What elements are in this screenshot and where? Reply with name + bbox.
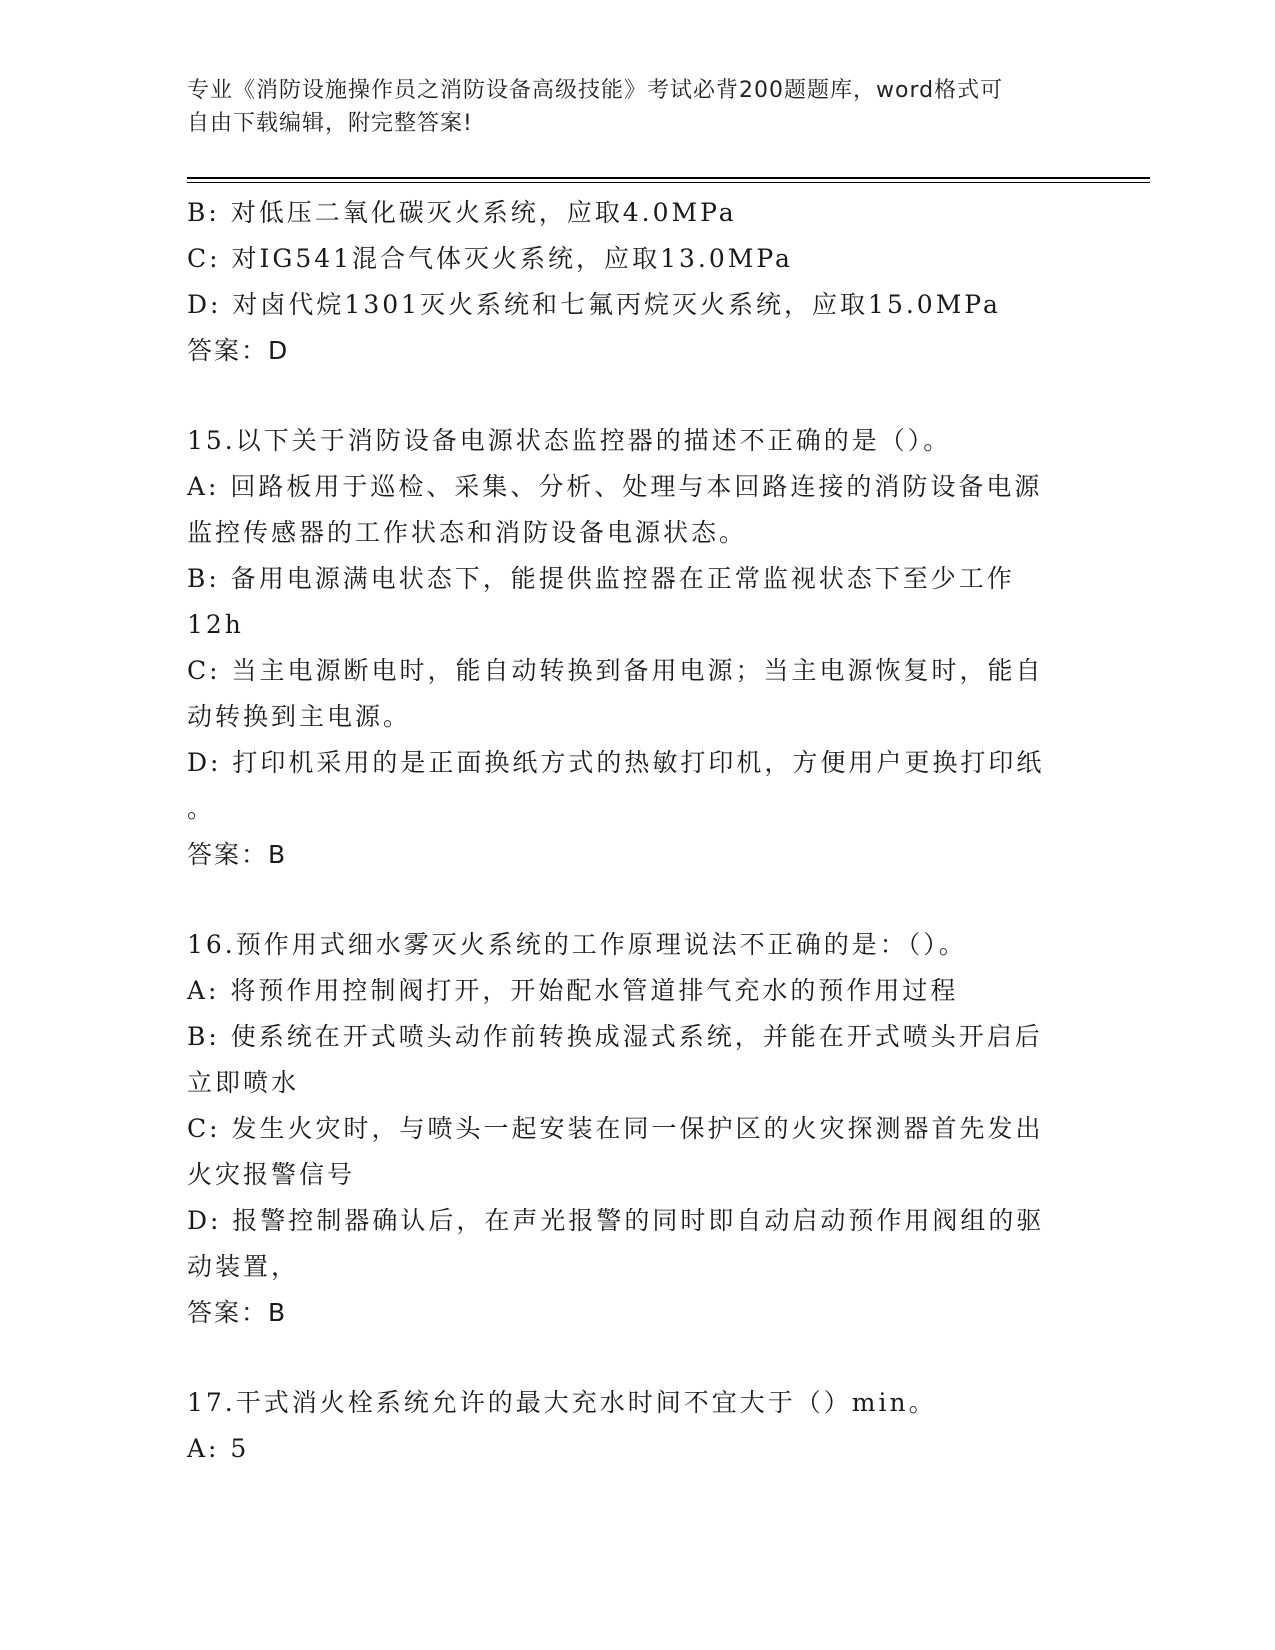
option-line: 立即喷水 <box>187 1068 300 1097</box>
option-line: A: 回路板用于巡检、采集、分析、处理与本回路连接的消防设备电源 <box>187 472 1043 501</box>
option-line: A: 将预作用控制阀打开，开始配水管道排气充水的预作用过程 <box>187 976 959 1005</box>
answer-label: 答案：B <box>187 1298 288 1327</box>
question-14-tail <box>187 190 1087 374</box>
question-content <box>187 190 1087 1472</box>
document-header <box>187 74 1087 140</box>
header-line-2: 自由下载编辑，附完整答案! <box>187 111 473 136</box>
question-17 <box>187 1380 1087 1472</box>
option-line: D: 打印机采用的是正面换纸方式的热敏打印机，方便用户更换打印纸 <box>187 748 1045 777</box>
question-text: 15.以下关于消防设备电源状态监控器的描述不正确的是（）。 <box>187 426 952 455</box>
answer-label: 答案：D <box>187 336 290 365</box>
option-line: B: 使系统在开式喷头动作前转换成湿式系统，并能在开式喷头开启后 <box>187 1022 1043 1051</box>
option-line: C: 发生火灾时，与喷头一起安装在同一保护区的火灾探测器首先发出 <box>187 1114 1044 1143</box>
option-b: B: 对低压二氧化碳灭火系统，应取4.0MPa <box>187 198 737 227</box>
question-text: 17.干式消火栓系统允许的最大充水时间不宜大于（）min。 <box>187 1388 937 1417</box>
question-15 <box>187 418 1087 878</box>
option-line: 动装置， <box>187 1252 300 1281</box>
option-line: 火灾报警信号 <box>187 1160 356 1189</box>
option-line: B: 备用电源满电状态下，能提供监控器在正常监视状态下至少工作 <box>187 564 1015 593</box>
option-line: 。 <box>187 794 216 823</box>
spacer <box>187 374 1087 418</box>
answer-label: 答案：B <box>187 840 288 869</box>
question-16 <box>187 922 1087 1336</box>
spacer <box>187 1336 1087 1380</box>
option-line: 监控传感器的工作状态和消防设备电源状态。 <box>187 518 748 547</box>
option-line: D: 报警控制器确认后，在声光报警的同时即自动启动预作用阀组的驱 <box>187 1206 1045 1235</box>
option-line: A: 5 <box>187 1434 250 1463</box>
question-text: 16.预作用式细水雾灭火系统的工作原理说法不正确的是：（）。 <box>187 930 967 959</box>
option-d: D: 对卤代烷1301灭火系统和七氟丙烷灭火系统，应取15.0MPa <box>187 290 1001 319</box>
header-line-1: 专业《消防设施操作员之消防设备高级技能》考试必背200题题库，word格式可 <box>187 78 1004 103</box>
option-c: C: 对IG541混合气体灭火系统，应取13.0MPa <box>187 244 793 273</box>
option-line: 12h <box>187 610 244 639</box>
header-rule-thick <box>187 177 1150 179</box>
option-line: 动转换到主电源。 <box>187 702 412 731</box>
spacer <box>187 878 1087 922</box>
option-line: C: 当主电源断电时，能自动转换到备用电源；当主电源恢复时，能自 <box>187 656 1044 685</box>
header-rule-thin <box>187 182 1150 183</box>
